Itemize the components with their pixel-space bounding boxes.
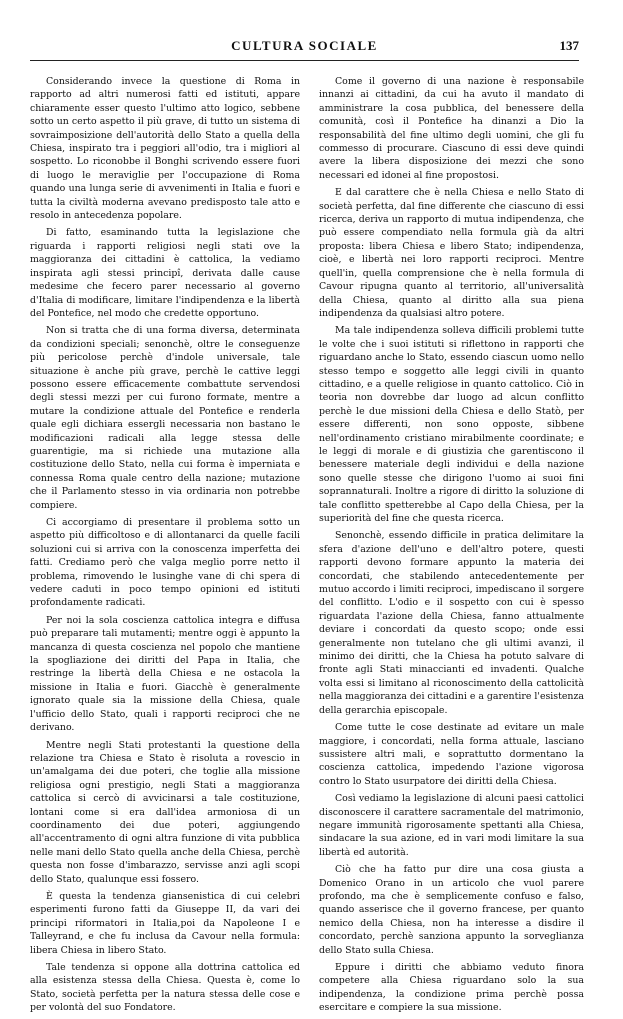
paragraph: È questa la tendenza giansenistica di cui celebri esperimenti furono fatti da Giuseppe II, da vari dei principi riformatori in Italia,poi da Napoleone I e Talleyrand, e che fu inclusa da Cavour nella formula: libera Chiesa in libero Stato.	[30, 890, 300, 956]
paragraph: Senonchè, essendo difficile in pratica delimitare la sfera d'azione dell'uno e dell'altro potere, questi rapporti devono formare appunto la materia dei concordati, che stabilendo antecedentemente per mutuo accordo i limiti reciproci, impediscano il sorgere del conflitto. L'odio e il sospetto con cui è spesso riguardata l'azione della Chiesa, fanno attualmente deviare i concordati da questo scopo; onde essi generalmente non tutelano che gli ultimi avanzi, il minimo dei diritti, che la Chiesa ha potuto salvare di fronte agli Stati minaccianti ed invadenti. Qualche volta essi si limitano al riconoscimento della cattolicità nella maggioranza dei cittadini e a garentire l'esistenza della gerarchia episcopale.	[319, 530, 584, 716]
running-title: CULTURA SOCIALE	[231, 38, 378, 53]
paragraph: Mentre negli Stati protestanti la questione della relazione tra Chiesa e Stato è risoluta a rovescio in un'amalgama dei due poteri, che toglie alla missione religiosa ogni prestigio, negli Stati a maggioranza cattolica si cercò di avvicinarsi a tale costituzione, lontani come si era dall'idea armoniosa di un coordinamento dei due poteri, aggiungendo all'accentramento di ogni altra funzione di vita pubblica nelle mani dello Stato quella anche della Chiesa, perchè questa non fosse d'imbarazzo, servisse anzi agli scopi dello Stato, qualunque essi fossero.	[30, 739, 300, 885]
paragraph: Come il governo di una nazione è responsabile innanzi ai cittadini, da cui ha avuto il mandato di amministrare la cosa pubblica, del benessere della comunità, così il Pontefice ha dinanzi a Dio la responsabilità del fine ultimo degli uomini, che gli fu commesso di procurare. Ciascuno di essi deve quindi avere la libera disposizione dei mezzi che sono necessari ed idonei al fine propostosi.	[319, 76, 584, 181]
paragraph: Tale tendenza si oppone alla dottrina cattolica ed alla esistenza stessa della Chiesa. Questa è, come lo Stato, società perfetta per la natura stessa delle cose e per volontà del suo Fondatore.	[30, 962, 300, 1014]
paragraph: Ciò che ha fatto pur dire una cosa giusta a Domenico Orano in un articolo che vuol parere profondo, ma che è semplicemente confuso e falso, quando asserisce che il governo francese, per quanto nemico della Chiesa, non ha interesse a disdire il concordato, perchè sanziona appunto la sorveglianza dello Stato sulla Chiesa.	[319, 864, 584, 956]
page-header	[30, 38, 579, 58]
paragraph: Di fatto, esaminando tutta la legislazione che riguarda i rapporti religiosi negli stati ove la maggioranza dei cittadini è cattolica, la vediamo inspirata agli stessi principî, derivata dalle cause medesime che fecero parer necessario al governo d'Italia di modificare, limitare l'indipendenza e la libertà del Pontefice, nel modo che credette opportuno.	[30, 227, 300, 319]
paragraph: Eppure i diritti che abbiamo veduto finora competere alla Chiesa riguardano solo la sua indipendenza, la condizione prima perchè possa esercitare e compiere la sua missione.	[319, 962, 584, 1014]
paragraph: Ma tale indipendenza solleva difficili problemi tutte le volte che i suoi istituti si riflettono in rapporti che riguardano anche lo Stato, essendo ciascun uomo nello stesso tempo e soggetto alle leggi civili in quanto cittadino, e a quelle religiose in quanto cattolico. Ciò in teoria non dovrebbe dar luogo ad alcun conflitto perchè le due missioni della Chiesa e dello Statò, per essere differenti, non sono opposte, sibbene nell'ordinamento cristiano mirabilmente coordinate; e le leggi di morale e di giustizia che garentiscono il benessere materiale degli individui e della nazione sono quelle stesse che dirigono l'uomo ai suoi fini soprannaturali. Inoltre a rigore di diritto la soluzione di tale conflitto spetterebbe al Capo della Chiesa, per la superiorità del fine che questa ricerca.	[319, 325, 584, 524]
paragraph: E dal carattere che è nella Chiesa e nello Stato di società perfetta, dal fine differente che ciascuno di essi ricerca, deriva un rapporto di mutua indipendenza, che può essere compendiato nella formula già da altri proposta: libera Chiesa e libero Stato; indipendenza, cioè, e libertà nei loro rapporti reciproci. Mentre quell'in, quella comprensione che è nella formula di Cavour ripugna quanto al territorio, all'universalità della Chiesa, quanto al diritto alla sua piena indipendenza da qualsiasi altro potere.	[319, 187, 584, 319]
paragraph: Considerando invece la questione di Roma in rapporto ad altri numerosi fatti ed istituti, appare chiaramente esser questo l'ultimo atto logico, sebbene sotto un certo aspetto il più grave, di tutto un sistema di sovraimposizione dell'autorità dello Stato a quella della Chiesa, inspirato tra i peggiori all'odio, tra i migliori al sospetto. Lo riconobbe il Bonghi scrivendo essere fuori di luogo le meraviglie per l'occupazione di Roma quando una lunga serie di avvenimenti in Italia e fuori e tutta la civiltà moderna avevano predisposto tale atto e resolo in antecedenza popolare.	[30, 76, 300, 222]
left-column	[30, 75, 300, 1019]
header-rule	[30, 60, 579, 61]
page-number: 137	[559, 38, 579, 53]
paragraph: Ci accorgiamo di presentare il problema sotto un aspetto più difficoltoso e di allontanarci da quelle facili soluzioni cui si arriva con la conoscenza imperfetta dei fatti. Crediamo però che valga meglio porre netto il problema, rimovendo le lusinghe vane di chi spera di vedere caduti in poco tempo opinioni ed istituti profondamente radicati.	[30, 517, 300, 609]
paragraph: Come tutte le cose destinate ad evitare un male maggiore, i concordati, nella forma attuale, lasciano sussistere altri mali, e soprattutto dormentano la coscienza cattolica, impedendo l'azione vigorosa contro lo Stato usurpatore dei diritti della Chiesa.	[319, 722, 584, 787]
paragraph: Per noi la sola coscienza cattolica integra e diffusa può preparare tali mutamenti; mentre oggi è appunto la mancanza di questa coscienza nel popolo che mantiene la spogliazione dei diritti del Papa in Italia, che restringe la libertà della Chiesa e ne ostacola la missione in Italia e fuori. Giacchè è generalmente ignorato quale sia la missione della Chiesa, quale l'ufficio dello Stato, quali i rapporti reciproci che ne derivano.	[30, 614, 300, 734]
right-column	[319, 75, 584, 1019]
paragraph: Non si tratta che di una forma diversa, determinata da condizioni speciali; senonchè, oltre le conseguenze più pericolose perchè d'indole universale, tale situazione è anche più grave, perchè le cattive leggi possono essere efficacemente combattute servendosi degli stessi mezzi per cui furono formate, mentre a mutare la condizione attuale del Pontefice e renderla quale egli dichiara essergli necessaria non bastano le modificazioni radicali alla legge stessa delle guarentigie, ma si richiede una mutazione alla costituzione dello Stato, nella cui forma è imperniata e connessa Roma quale centro della nazione; mutazione che il Parlamento stesso in via ordinaria non potrebbe compiere.	[30, 325, 300, 511]
paragraph: Così vediamo la legislazione di alcuni paesi cattolici disconoscere il carattere sacramentale del matrimonio, negare immunità rigorosamente spettanti alla Chiesa, sindacare la sua azione, ed in vari modi limitare la sua libertà ed autorità.	[319, 793, 584, 858]
